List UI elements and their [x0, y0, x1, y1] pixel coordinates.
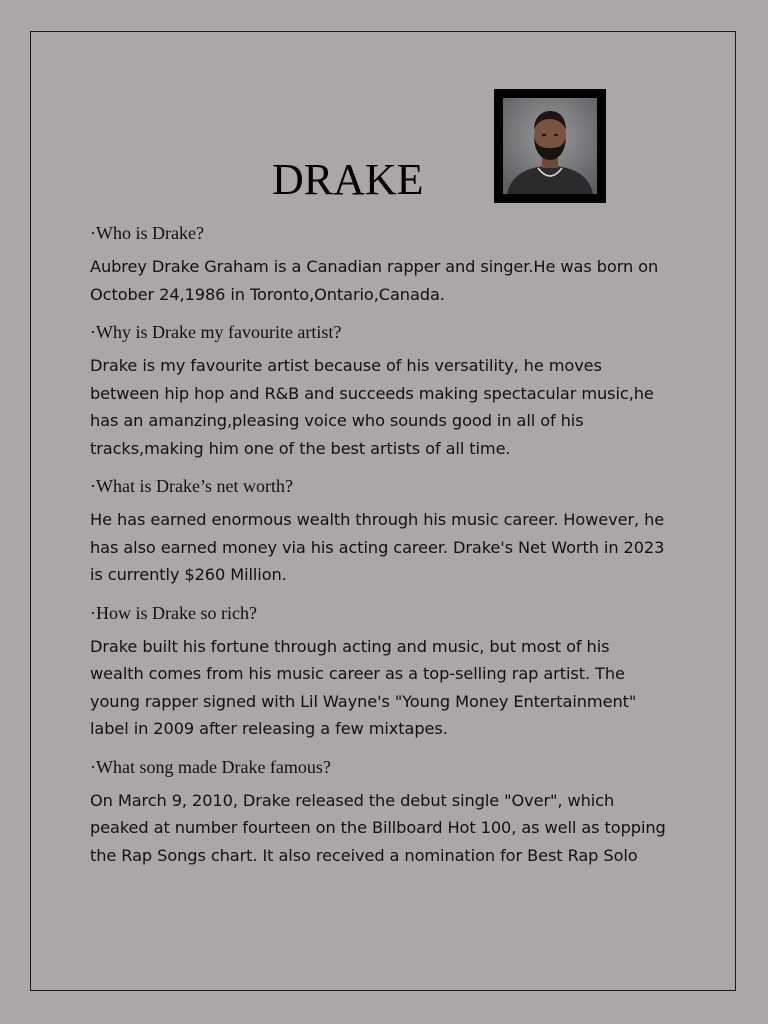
- answer-paragraph: [90, 633, 690, 743]
- portrait-photo: [503, 98, 597, 194]
- answer-line: has also earned money via his acting career. Drake's Net Worth in 2023: [90, 537, 665, 557]
- answer-paragraph: [90, 352, 690, 462]
- answer-line: young rapper signed with Lil Wayne's "Young Money Entertainment": [90, 691, 637, 711]
- answer-line: Drake is my favourite artist because of his versatility, he moves: [90, 356, 602, 375]
- answer-line: peaked at number fourteen on the Billboard Hot 100, as well as topping: [90, 818, 666, 837]
- answer-line: Aubrey Drake Graham is a Canadian rapper and singer.He was born on: [90, 257, 659, 276]
- answer-line: between hip hop and R&B and succeeds making spectacular music,he: [90, 383, 654, 403]
- answer-line: wealth comes from his music career as a top-selling rap artist. The: [90, 664, 625, 683]
- answer-paragraph: [90, 253, 690, 308]
- answer-paragraph: [90, 787, 690, 870]
- question-heading: ·How is Drake so rich?: [90, 602, 257, 623]
- question-heading: ·Why is Drake my favourite artist?: [90, 322, 342, 342]
- question-heading: ·What is Drake’s net worth?: [90, 476, 293, 496]
- portrait-photo-frame: [494, 89, 606, 203]
- answer-line: tracks,making him one of the best artists of all time.: [90, 438, 511, 458]
- answer-line: the Rap Songs chart. It also received a nomination for Best Rap Solo: [90, 845, 638, 865]
- question-heading: ·What song made Drake famous?: [90, 756, 331, 777]
- question-heading: ·Who is Drake?: [90, 223, 204, 243]
- answer-line: Drake built his fortune through acting and music, but most of his: [90, 636, 610, 656]
- document-body: [90, 220, 690, 880]
- section-net-worth: [90, 473, 690, 589]
- section-rich: [90, 600, 690, 743]
- answer-line: is currently $260 Million.: [90, 565, 287, 584]
- answer-line: October 24,1986 in Toronto,Ontario,Canada.: [90, 284, 445, 304]
- answer-line: On March 9, 2010, Drake released the debut single "Over", which: [90, 790, 615, 810]
- page-title: DRAKE: [272, 155, 424, 204]
- answer-line: has an amanzing,pleasing voice who sounds good in all of his: [90, 411, 584, 430]
- section-why: [90, 319, 690, 462]
- section-who: [90, 220, 690, 308]
- answer-line: label in 2009 after releasing a few mixtapes.: [90, 719, 448, 738]
- answer-paragraph: [90, 506, 690, 589]
- section-famous-song: [90, 754, 690, 870]
- answer-line: He has earned enormous wealth through his music career. However, he: [90, 510, 665, 529]
